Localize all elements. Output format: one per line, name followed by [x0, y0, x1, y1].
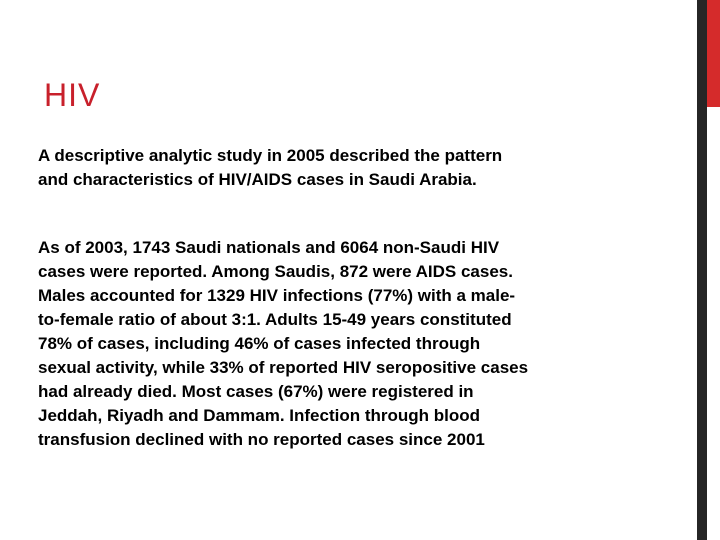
- side-accent-bar-red: [707, 0, 720, 107]
- body-paragraph-intro: A descriptive analytic study in 2005 described the pattern and characteristics of HIV/AIDS cases in Saudi Arabia.: [38, 146, 503, 189]
- body-paragraph-statistics: As of 2003, 1743 Saudi nationals and 6064 non-Saudi HIV cases were reported. Among Saudis, 872 were AIDS cases. Males accounted for 1329 HIV infections (77%) with a male- to-female ratio of about 3:1. Adults 15-49 years constituted 78% of cases, including 46% of cases infected through sexual activity, while 33% of reported HIV seropositive cases had already died. Most cases (67%) were registered in Jeddah, Riyadh and Dammam. Infection through blood transfusion declined with no reported cases since 2001: [38, 238, 529, 449]
- side-accent-bar-dark: [697, 0, 707, 540]
- slide-title: HIV: [44, 77, 101, 113]
- slide-body: [38, 144, 678, 452]
